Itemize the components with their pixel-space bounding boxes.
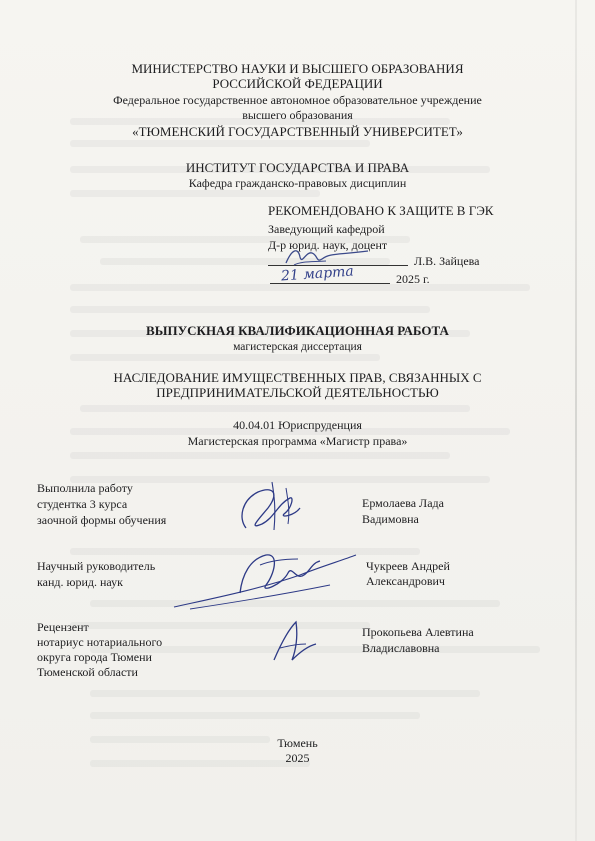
approval-heading: РЕКОМЕНДОВАНО К ЗАЩИТЕ В ГЭК (268, 203, 494, 218)
supervisor-name-line-2: Александрович (366, 574, 445, 588)
supervisor-signature (170, 545, 360, 615)
institute-name: ИНСТИТУТ ГОСУДАРСТВА И ПРАВА (185, 160, 410, 175)
approval-position: Заведующий кафедрой (268, 222, 385, 236)
author-signature (228, 478, 308, 538)
approval-degree: Д-р юрид. наук, доцент (268, 238, 388, 252)
supervisor-role-line-2: канд. юрид. наук (37, 575, 123, 589)
work-type: ВЫПУСКНАЯ КВАЛИФИКАЦИОННАЯ РАБОТА (146, 323, 449, 338)
city: Тюмень (277, 736, 318, 750)
ministry-line-1: МИНИСТЕРСТВО НАУКИ И ВЫСШЕГО ОБРАЗОВАНИЯ (131, 61, 464, 76)
program: Магистерская программа «Магистр права» (187, 434, 408, 448)
work-title-line-1: НАСЛЕДОВАНИЕ ИМУЩЕСТВЕННЫХ ПРАВ, СВЯЗАННЫХ С (113, 370, 482, 385)
reviewer-name-line-2: Владиславовна (362, 641, 440, 655)
reviewer-role-line-2: нотариус нотариального (37, 635, 163, 649)
ministry-line-2: РОССИЙСКОЙ ФЕДЕРАЦИИ (212, 76, 383, 91)
organization-line-2: высшего образования (242, 108, 353, 122)
reviewer-name-line-1: Прокопьева Алевтина (362, 625, 474, 639)
page-edge-shadow (575, 0, 577, 841)
approval-signer: Л.В. Зайцева (414, 254, 480, 268)
work-subtype: магистерская диссертация (233, 341, 362, 353)
year: 2025 (285, 751, 310, 765)
approval-date-handwritten: 21 марта (280, 263, 355, 285)
reviewer-role-line-3: округа города Тюмени (37, 650, 152, 664)
supervisor-role-line-1: Научный руководитель (37, 559, 156, 573)
reviewer-signature (266, 616, 326, 666)
specialty: 40.04.01 Юриспруденция (233, 418, 362, 432)
author-name-line-1: Ермолаева Лада (362, 496, 444, 510)
approval-year: 2025 г. (396, 272, 430, 286)
university-name: «ТЮМЕНСКИЙ ГОСУДАРСТВЕННЫЙ УНИВЕРСИТЕТ» (132, 124, 463, 139)
author-role-line-3: заочной формы обучения (37, 513, 167, 527)
reviewer-role-line-4: Тюменской области (37, 665, 138, 679)
work-title-line-2: ПРЕДПРИНИМАТЕЛЬСКОЙ ДЕЯТЕЛЬНОСТЬЮ (156, 385, 439, 400)
department-name: Кафедра гражданско-правовых дисциплин (188, 176, 407, 190)
supervisor-name-line-1: Чукреев Андрей (366, 559, 450, 573)
author-name-line-2: Вадимовна (362, 512, 419, 526)
reviewer-role-line-1: Рецензент (37, 620, 89, 634)
author-role-line-1: Выполнила работу (37, 481, 133, 495)
organization-line-1: Федеральное государственное автономное образовательное учреждение (113, 93, 482, 107)
author-role-line-2: студентка 3 курса (37, 497, 128, 511)
